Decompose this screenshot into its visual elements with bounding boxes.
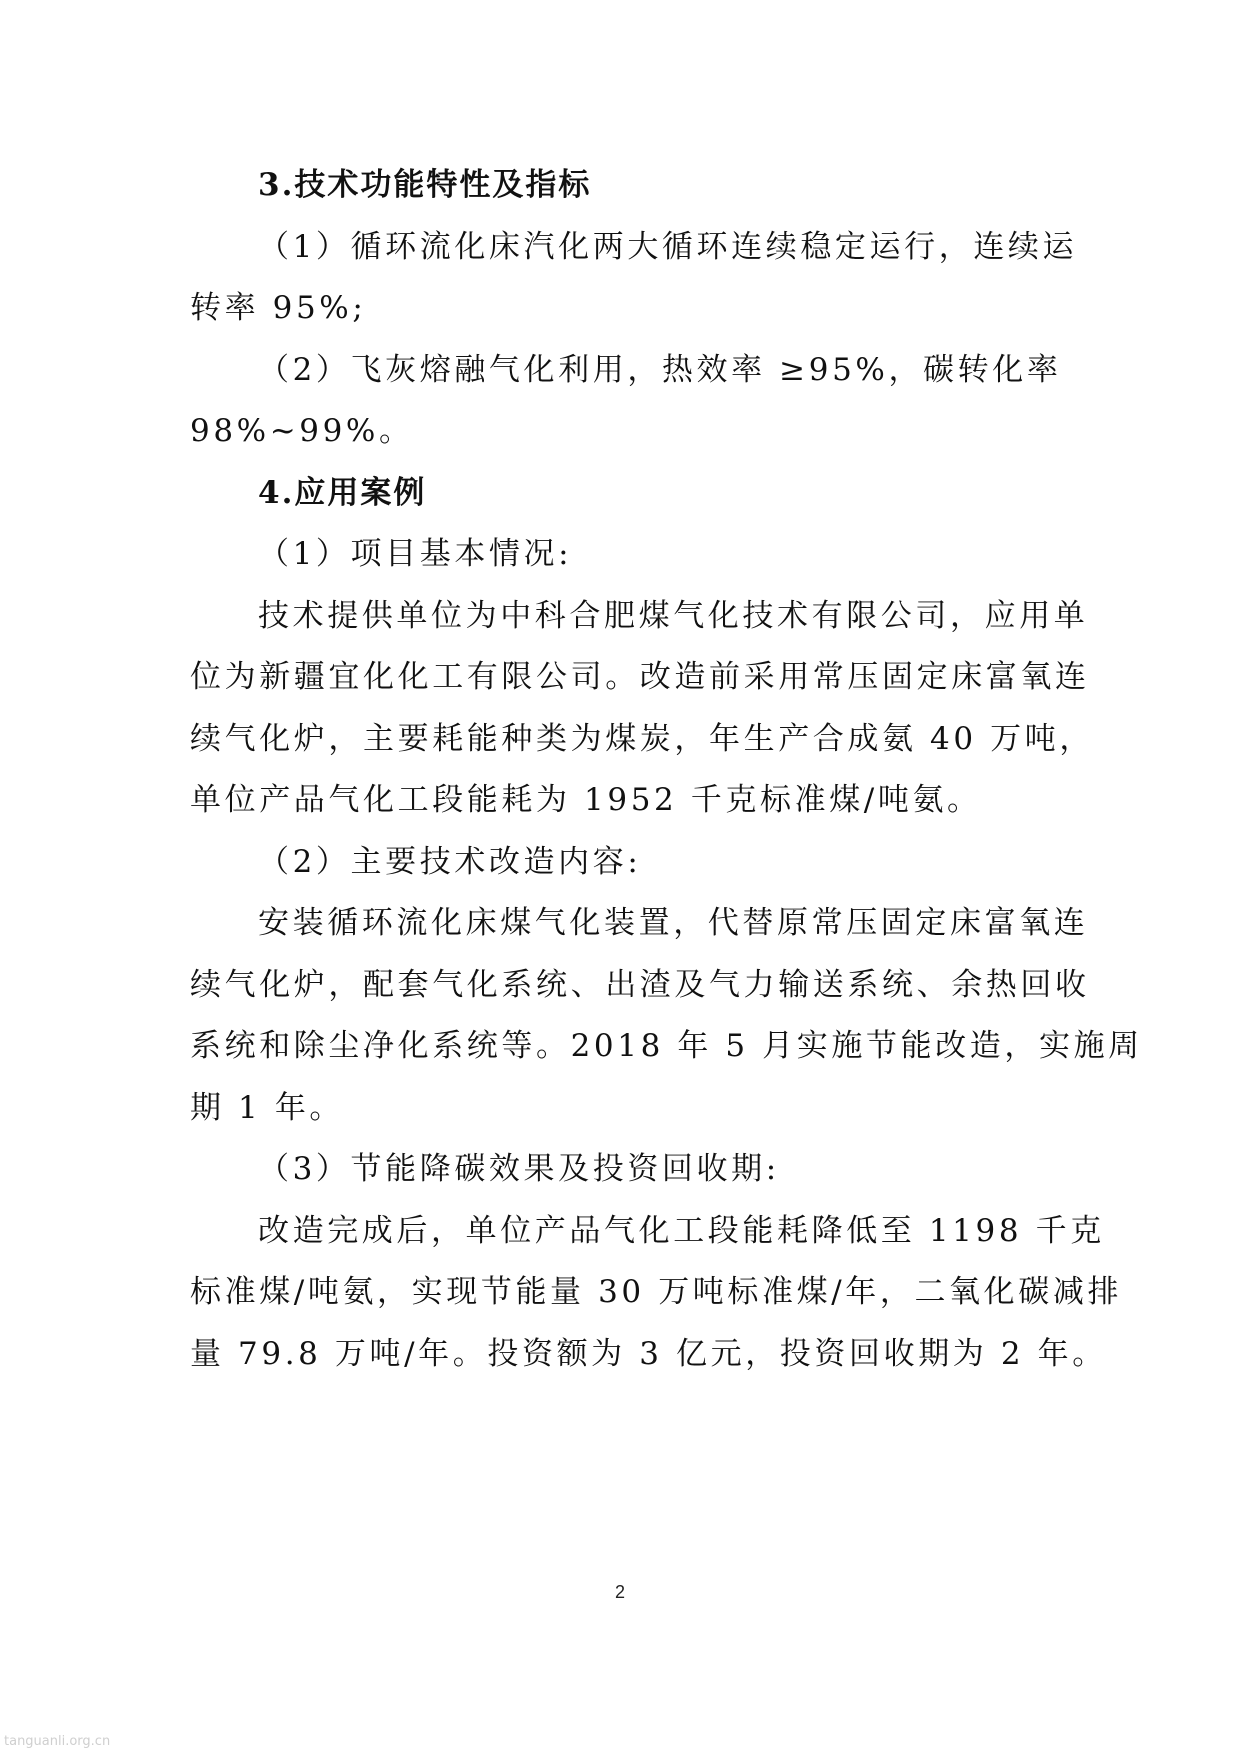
section-heading-application-case: 4.应用案例 <box>258 474 427 511</box>
subheading-retrofit-content: （2）主要技术改造内容: <box>258 843 642 880</box>
page-number: 2 <box>614 1582 625 1602</box>
paragraph-line: 系统和除尘净化系统等。2018 年 5 月实施节能改造，实施周 <box>190 1028 1143 1064</box>
section-heading-tech-features: 3.技术功能特性及指标 <box>258 167 592 203</box>
paragraph-line: 技术提供单位为中科合肥煤气化技术有限公司，应用单 <box>258 597 1089 634</box>
document-body <box>190 155 1143 1385</box>
paragraph-line: 转率 95%; <box>190 290 367 326</box>
paragraph-line: 续气化炉，配套气化系统、出渣及气力输送系统、余热回收 <box>190 966 1090 1003</box>
subheading-energy-saving-effect: （3）节能降碳效果及投资回收期: <box>258 1151 780 1187</box>
paragraph-line: 期 1 年。 <box>190 1089 345 1126</box>
subheading-project-overview: （1）项目基本情况: <box>258 536 573 572</box>
paragraph-line: 标准煤/吨氨，实现节能量 30 万吨标准煤/年，二氧化碳减排 <box>190 1274 1123 1310</box>
paragraph-line: 安装循环流化床煤气化装置，代替原常压固定床富氧连 <box>258 905 1089 941</box>
paragraph-line: 续气化炉，主要耗能种类为煤炭，年生产合成氨 40 万吨， <box>190 720 1094 757</box>
paragraph-line: 位为新疆宜化化工有限公司。改造前采用常压固定床富氧连 <box>190 659 1090 695</box>
paragraph-line: 98%~99%。 <box>190 413 414 449</box>
paragraph-line: 单位产品气化工段能耗为 1952 千克标准煤/吨氨。 <box>190 782 982 818</box>
paragraph-line: （1）循环流化床汽化两大循环连续稳定运行，连续运 <box>258 228 1078 265</box>
watermark-text: tanguanli.org.cn <box>4 1734 111 1749</box>
paragraph-line: 量 79.8 万吨/年。投资额为 3 亿元，投资回收期为 2 年。 <box>190 1335 1107 1372</box>
paragraph-line: （2）飞灰熔融气化利用，热效率 ≥95%，碳转化率 <box>258 351 1062 388</box>
paragraph-line: 改造完成后，单位产品气化工段能耗降低至 1198 千克 <box>258 1212 1105 1249</box>
